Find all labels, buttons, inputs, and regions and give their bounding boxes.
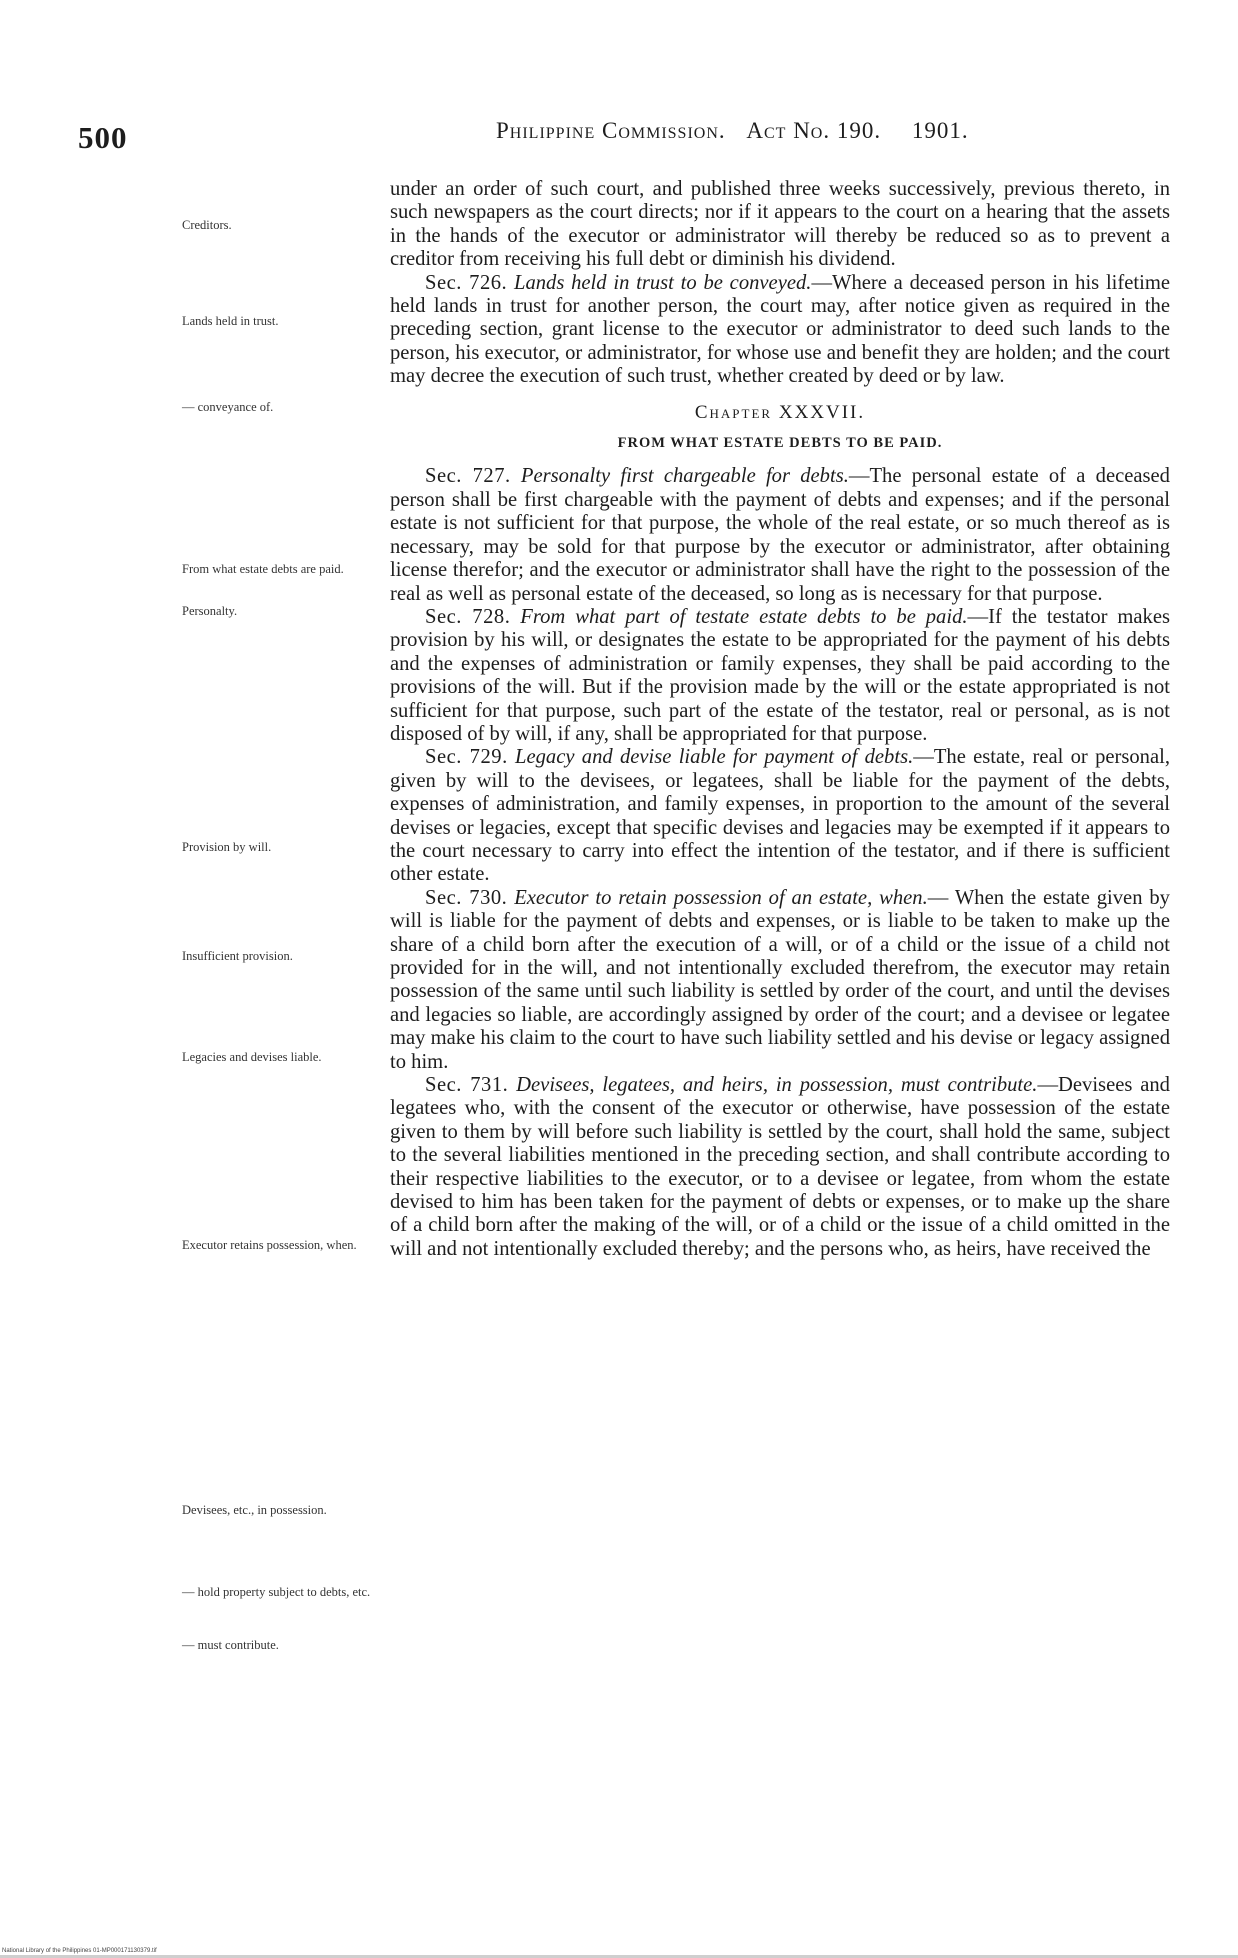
section-731 (390, 1074, 1170, 1261)
section-number: Sec. 731. (425, 1074, 509, 1097)
margin-note-provision-by-will: Provision by will. (182, 840, 272, 854)
chapter-title: Chapter XXXVII. (694, 401, 866, 423)
section-number: Sec. 729. (425, 746, 508, 769)
section-number: Sec. 730. (425, 886, 508, 909)
running-head-year: 1901. (911, 118, 969, 143)
running-head-title: Philippine Commission. (496, 118, 726, 143)
margin-note-from-what-estate: From what estate debts are paid. (182, 562, 344, 576)
page-number: 500 (78, 120, 128, 155)
section-title: Lands held in trust to be conveyed. (513, 271, 812, 294)
margin-note-devisees-in-possession: Devisees, etc., in possession. (182, 1503, 327, 1517)
section-number: Sec. 728. (425, 605, 511, 628)
continuation-paragraph: under an order of such court, and published three weeks successively, previous thereto, in such newspapers as the court directs; nor if it appears to the court on a hearing that the assets in the hands of the executor or administrator will thereby be reduced so as to prevent a creditor from receiving his full debt or diminish his dividend. (390, 178, 1170, 271)
margin-note-creditors: Creditors. (182, 218, 232, 232)
margin-note-executor-retains: Executor retains possession, when. (182, 1238, 357, 1252)
section-text: — When the estate given by will is liable for the payment of debts and expenses, or is liable to be taken to make up the share of a child born after the execution of a will, or of a child or the issue of a child not provided for in the will, and not intentionally excluded therefrom, the executor may retain possession of the same until such liability is settled by order of the court, and until the devises and legacies so liable, are accordingly assigned by order of the court; and a devisee or legatee may make his claim to the court to have such liability settled and his devise or legacy assigned to him. (390, 886, 1170, 1073)
section-730 (390, 887, 1170, 1074)
section-727 (390, 465, 1170, 605)
body-text (390, 178, 1170, 1261)
margin-note-legacies-and-devises: Legacies and devises liable. (182, 1050, 322, 1064)
section-text: —Where a deceased person in his lifetime held lands in trust for another person, the court may, after notice given as required in the preceding section, grant license to the executor or administrator to deed such lands to the person, his executor, or administrator, for whose use and benefit they are holden; and the court may decree the execution of such trust, whether created by deed or by law. (390, 271, 1170, 388)
section-729 (390, 746, 1170, 886)
section-text: —The estate, real or personal, given by will to the devisees, or legatees, shall be liable for the payment of the debts, expenses of administration, and family expenses, in proportion to the amount of the several devises or legacies, except that specific devises and legacies may be exempted if it appears to the court necessary to carry into effect the intention of the testator, and if there is sufficient other estate. (390, 746, 1170, 886)
margin-note-conveyance: — conveyance of. (182, 400, 274, 414)
scan-footer-note: National Library of the Philippines 01-MP000171130379.tif (2, 1948, 157, 1954)
margin-note-lands-held-in-trust: Lands held in trust. (182, 314, 279, 328)
running-head (496, 118, 969, 144)
margin-note-hold-property: — hold property subject to debts, etc. (182, 1585, 371, 1599)
section-title: Personalty first chargeable for debts. (520, 465, 849, 488)
margin-note-must-contribute: — must contribute. (182, 1638, 279, 1652)
section-number: Sec. 726. (425, 271, 508, 294)
section-title: Legacy and devise liable for payment of debts. (515, 746, 914, 769)
running-head-act: Act No. 190. (746, 118, 882, 143)
section-728 (390, 606, 1170, 746)
section-title: Devisees, legatees, and heirs, in possession, must contribute. (516, 1074, 1038, 1097)
margin-note-personalty: Personalty. (182, 604, 238, 618)
margin-note-insufficient-provision: Insufficient provision. (182, 949, 293, 963)
section-title: Executor to retain possession of an estate, when. (514, 886, 928, 909)
section-text: —If the testator makes provision by his will, or designates the estate to be appropriated for the payment of his debts and the expenses of administration or family expenses, they shall be paid according to the provisions of the will. But if the provision made by the will or the estate appropriated is not sufficient for that purpose, such part of the estate of the testator, real or personal, as is not disposed of by will, if any, shall be appropriated for that purpose. (390, 605, 1171, 745)
chapter-subtitle: FROM WHAT ESTATE DEBTS TO BE PAID. (617, 435, 943, 452)
section-title: From what part of testate estate debts to be paid. (520, 605, 968, 628)
section-726 (390, 272, 1170, 389)
section-text: —The personal estate of a deceased person shall be first chargeable with the payment of debts and expenses; and if the personal estate is not sufficient for that purpose, the whole of the real estate, or so much thereof as is necessary, may be sold for that purpose by the executor or administrator, after obtaining license therefor; and the executor or administrator shall have the right to the possession of the real as well as personal estate of the deceased, so long as is necessary for that purpose. (390, 465, 1170, 605)
section-number: Sec. 727. (425, 465, 511, 488)
section-text: —Devisees and legatees who, with the consent of the executor or otherwise, have possession of the estate given to them by will before such liability is settled by the court, shall hold the same, subject to the several liabilities mentioned in the preceding section, and shall contribute according to their respective liabilities to the executor, or to a devisee or legatee, from whom the estate devised to him has been taken for the payment of debts or expenses, or to make up the share of a child born after the making of the will, or of a child or the issue of a child omitted in the will and not intentionally excluded thereby; and the persons who, as heirs, have received the (390, 1074, 1170, 1260)
